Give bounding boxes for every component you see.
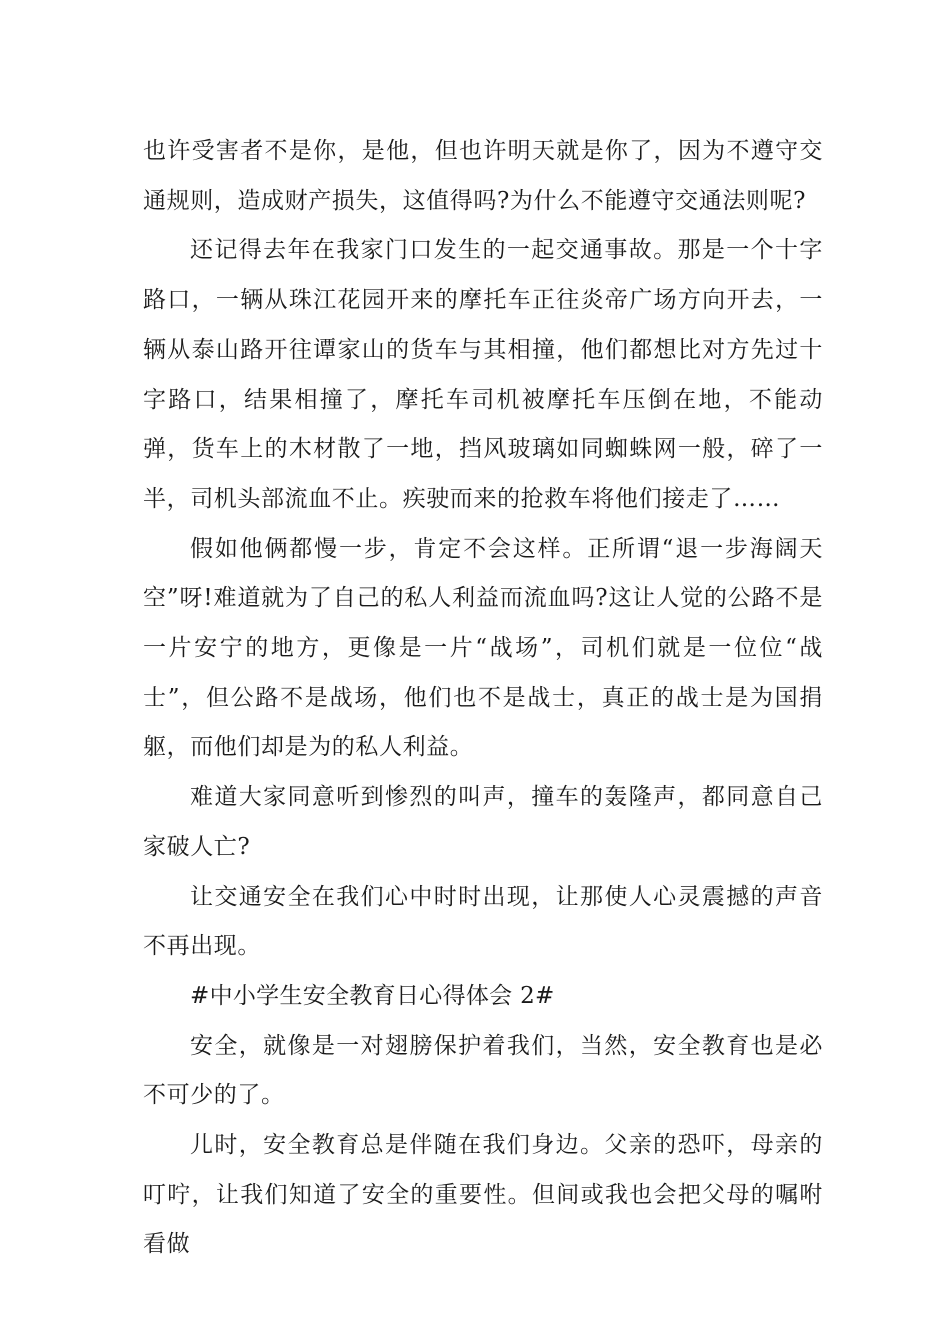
paragraph-safety-wings: 安全，就像是一对翅膀保护着我们，当然，安全教育也是必不可少的了。	[143, 1032, 823, 1109]
document-body	[143, 127, 823, 1270]
paragraph-reflection: 假如他俩都慢一步，肯定不会这样。正所谓“退一步海阔天空”呀!难道就为了自己的私人利益而流血吗?这让人觉的公路不是一片安宁的地方，更像是一片“战场”，司机们就是一位位“战士”，但公路不是战场，他们也不是战士，真正的战士是为国捐躯，而他们却是为的私人利益。	[143, 535, 823, 761]
paragraph-call-to-action: 让交通安全在我们心中时时出现，让那使人心灵震撼的声音不再出现。	[143, 883, 823, 960]
paragraph-accident-story: 还记得去年在我家门口发生的一起交通事故。那是一个十字路口，一辆从珠江花园开来的摩托车正往炎帝广场方向开去，一辆从泰山路开往谭家山的货车与其相撞，他们都想比对方先过十字路口，结果相撞了，摩托车司机被摩托车压倒在地，不能动弹，货车上的木材散了一地，挡风玻璃如同蜘蛛网一般，碎了一半，司机头部流血不止。疾驶而来的抢救车将他们接走了……	[143, 237, 823, 512]
paragraph-childhood: 儿时，安全教育总是伴随在我们身边。父亲的恐吓，母亲的叮咛，让我们知道了安全的重要性。但间或我也会把父母的嘱咐看做	[143, 1132, 823, 1258]
paragraph-question: 难道大家同意听到惨烈的叫声，撞车的轰隆声，都同意自己家破人亡?	[143, 784, 823, 860]
section-heading: #中小学生安全教育日心得体会 2#	[190, 982, 555, 1009]
paragraph-continuation: 也许受害者不是你，是他，但也许明天就是你了，因为不遵守交通规则，造成财产损失，这值得吗?为什么不能遵守交通法则呢?	[143, 138, 823, 214]
